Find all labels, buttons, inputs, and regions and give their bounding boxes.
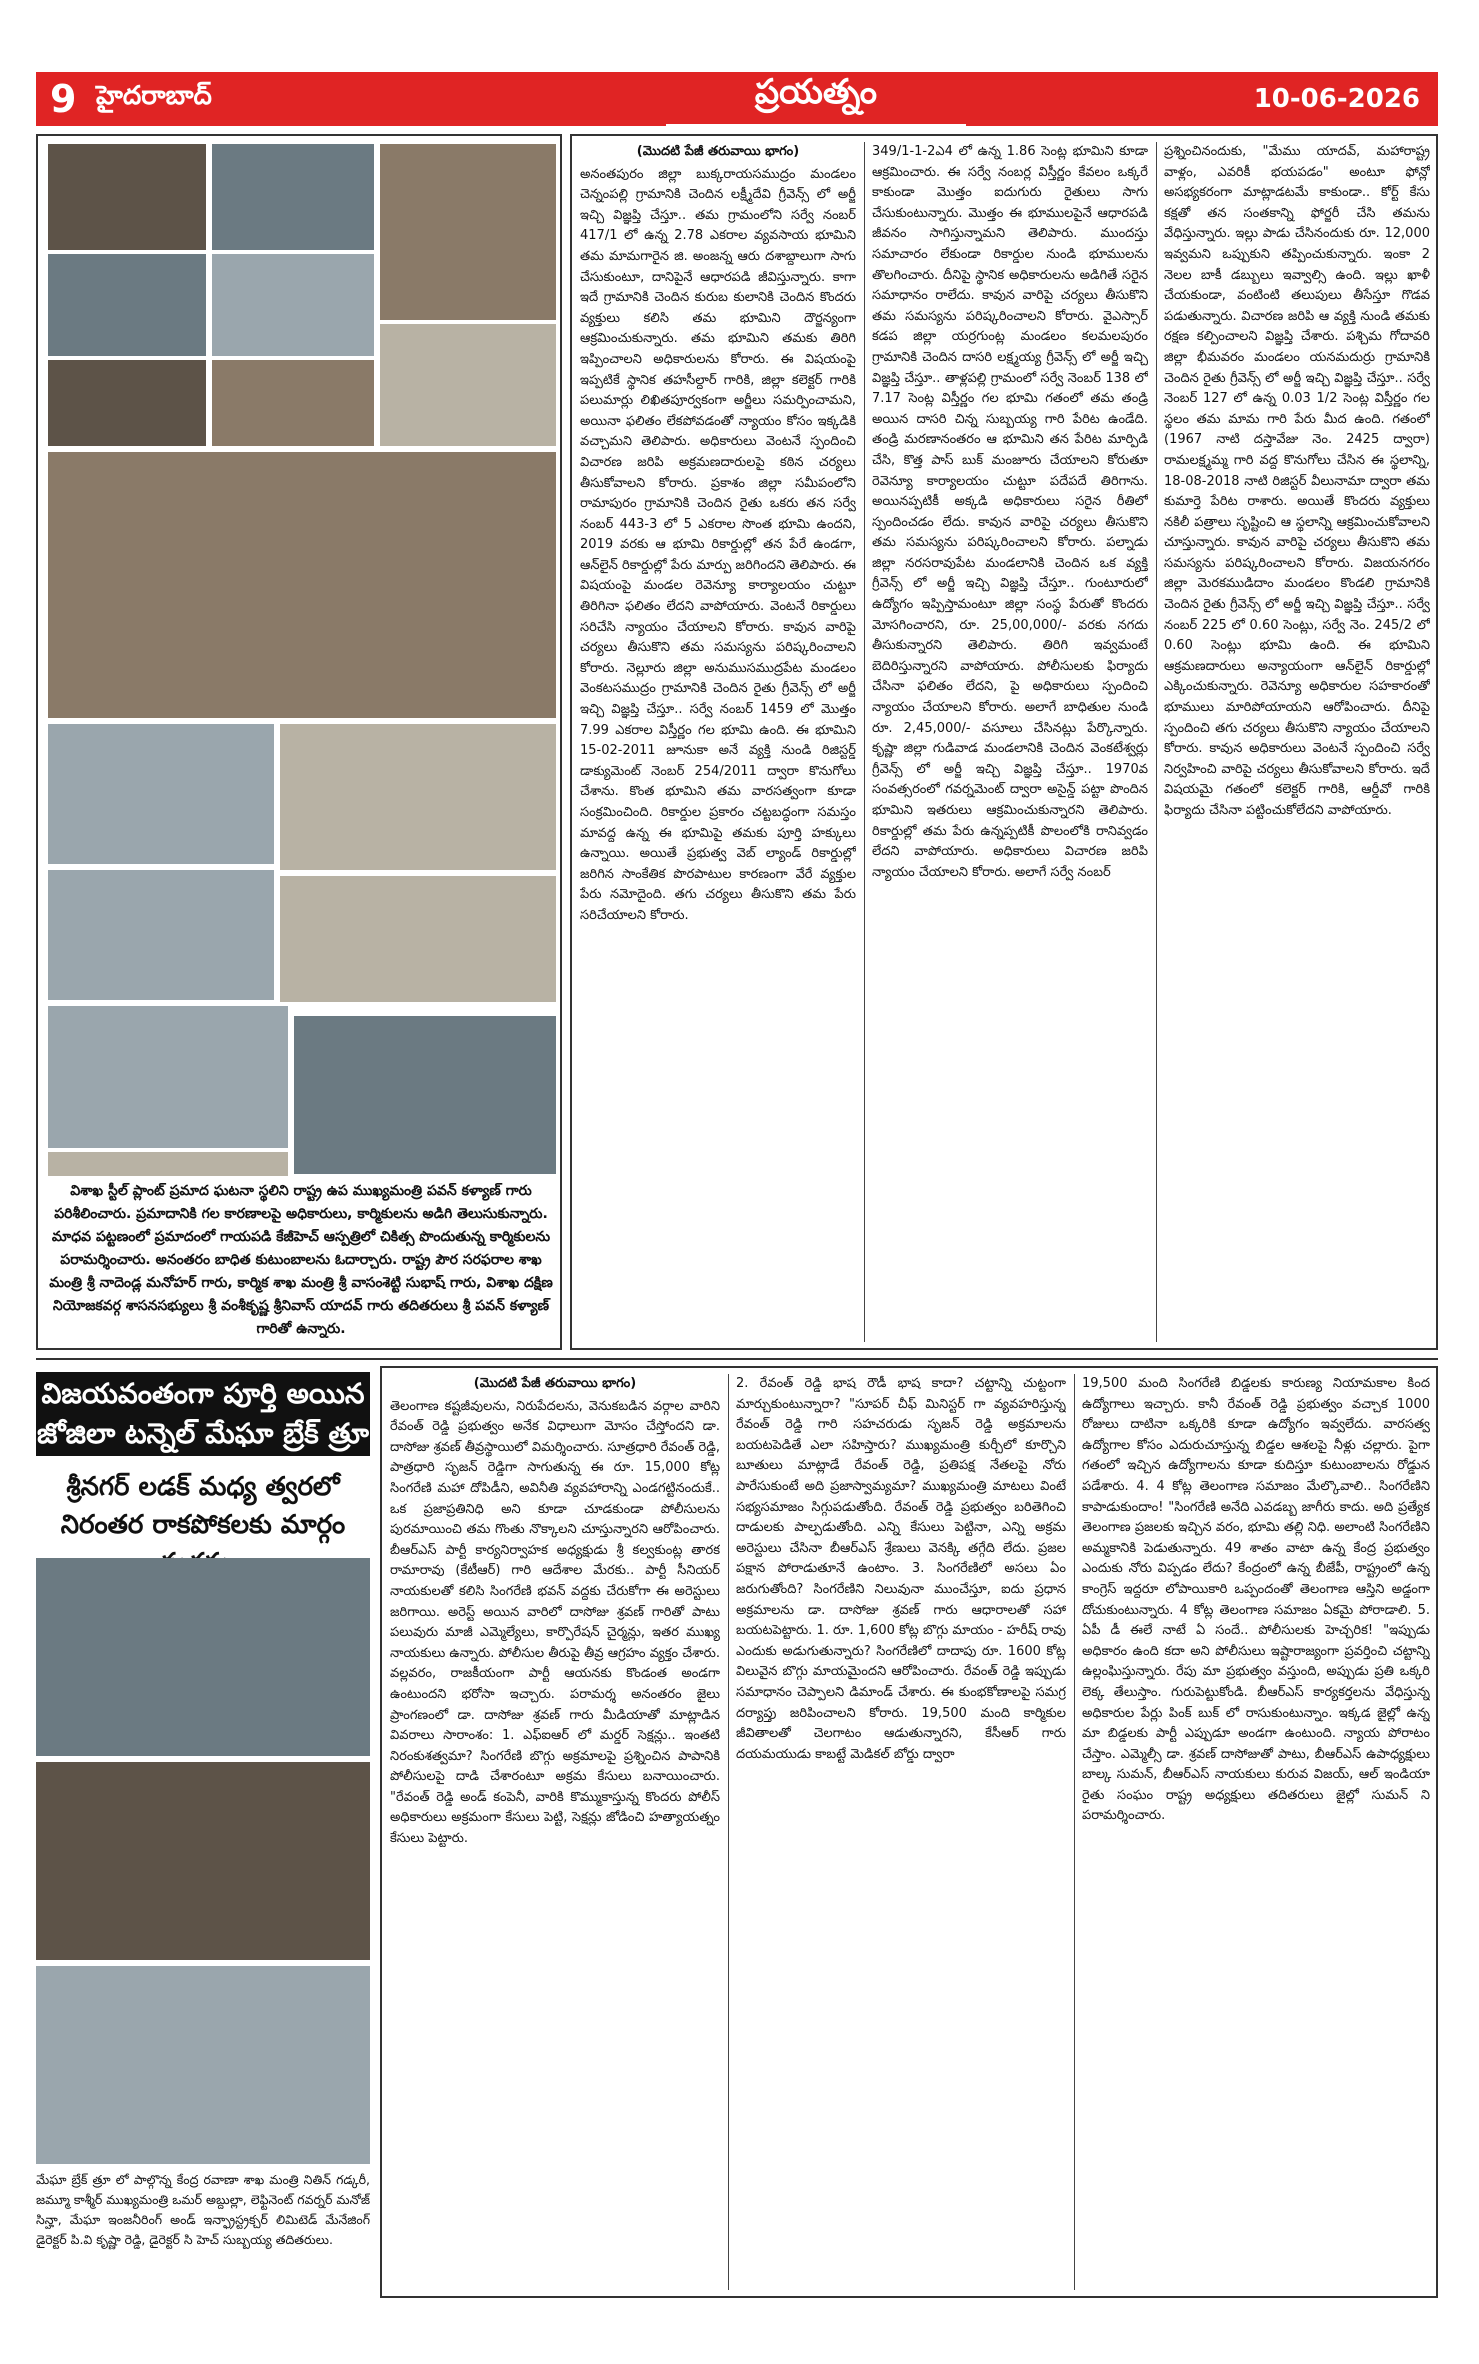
photo-site-inspection-3: [48, 254, 206, 356]
issue-date: 10-06-2026: [1253, 84, 1420, 114]
column-divider: [864, 142, 865, 1342]
photo-site-inspection-6: [212, 360, 374, 446]
photo-site-inspection-4: [212, 254, 374, 356]
grievance-story-text-3: ప్రశ్నించినందుకు, "మేము యాదవ్, మహారాష్ట్ర వాళ్లం, ఎవరికీ భయపడం" అంటూ ఫోన్లో అసభ్యకరంగా మాట్లాడటమే కాకుండా.. కోర్ట్ కేసు కక్షతో తన సంతకాన్ని ఫోర్జరీ చేసి తమను వేధిస్తున్నారు. ఇల్లు పాడు చేసినందుకు రూ. 12,000 ఇవ్వమని ఒప్పుకుని తప్పించుకున్నారు. ఇంకా 2 నెలల బాకీ డబ్బులు ఇవ్వాల్సి ఉంది. ఇల్లు ఖాళీ చేయకుండా, వంటింటి తలుపులు తీసేస్తూ గొడవ పడుతున్నారు. విచారణ జరిపి ఆ వ్యక్తి నుండి తమకు రక్షణ కల్పించాలని విజ్ఞప్తి చేశారు. పశ్చిమ గోదావరి జిల్లా భీమవరం మండలం యనమదుర్రు గ్రామానికి చెందిన రైతు గ్రీవెన్స్ లో అర్జీ ఇచ్చి విజ్ఞప్తి చేస్తూ.. సర్వే నెంబర్ 127 లో ఉన్న 0.03 1/2 సెంట్ల విస్తీర్ణం గల స్థలం తమ మామ గారి పేరు మీద ఉంది. గతంలో (1967 నాటి దస్తావేజు నెం. 2425 ద్వారా) రామలక్ష్మమ్మ గారి వద్ద కొనుగోలు చేసిన ఈ స్థలాన్ని, 18-08-2018 నాటి రిజిస్టర్ వీలునామా ద్వారా తమ కుమార్తె పేరిట రాశారు. అయితే కొందరు వ్యక్తులు నకిలీ పత్రాలు సృష్టించి ఆ స్థలాన్ని ఆక్రమించుకోవాలని చూస్తున్నారు. కావున వారిపై చర్యలు తీసుకొని తమ సమస్యను పరిష్కరించాలని కోరారు. విజయనగరం జిల్లా మెరకముడిదాం మండలం కొండలి గ్రామానికి చెందిన రైతు గ్రీవెన్స్ లో అర్జీ ఇచ్చి విజ్ఞప్తి చేస్తూ.. సర్వే నంబర్ 225 లో 0.60 సెంట్లు, సర్వే నెం. 245/2 లో 0.60 సెంట్లు భూమి ఉంది. ఈ భూమిని ఆక్రమణదారులు అన్యాయంగా ఆన్‌లైన్ రికార్డుల్లో ఎక్కించుకున్నారు. రెవెన్యూ అధికారుల సహకారంతో భూములు మారిపోయాయని ఆరోపించారు. దీనిపై స్పందించి తగు చర్యలు తీసుకొని న్యాయం చేయాలని కోరారు. కావున అధికారులు వెంటనే స్పందించి సర్వే నిర్వహించి వారిపై చర్యలు తీసుకోవాలని కోరారు. ఇదే విషయమై గతంలో కలెక్టర్ గారికి, ఆర్డీవో గారికి ఫిర్యాదు చేసినా పట్టించుకోలేదని వాపోయారు.: [1164, 144, 1430, 818]
singareni-story-col-2: [736, 1374, 1066, 2290]
photo-tunnel-breakthrough-2: [36, 1762, 370, 1960]
photo-hospital-visit-7: [48, 1152, 288, 1176]
photo-tunnel-breakthrough-1: [36, 1558, 370, 1756]
singareni-story-text-1: తెలంగాణ కష్టజీవులను, నిరుపేదలను, వెనుకబడిన వర్గాల వారిని రేవంత్ రెడ్డి ప్రభుత్వం అనేక విధాలుగా మోసం చేస్తోందని డా. దాసోజు శ్రవణ్ తీవ్రస్థాయిలో విమర్శించారు. సూత్రధారి రేవంత్ రెడ్డి, పాత్రధారి సృజన్ రెడ్డిగా సాగుతున్న ఈ రూ. 15,000 కోట్ల సింగరేణి మహా దోపిడీని, అవినీతి వ్యవహారాన్ని ఎండగట్టినందుకే.. ఒక ప్రజాప్రతినిధి అని కూడా చూడకుండా పోలీసులను పురమాయించి తమ గొంతు నొక్కాలని చూస్తున్నారని ఆరోపించారు. బీఆర్ఎస్ పార్టీ కార్యనిర్వాహక అధ్యక్షుడు శ్రీ కల్వకుంట్ల తారక రామారావు (కేటీఆర్) గారి ఆదేశాల మేరకు.. పార్టీ సీనియర్ నాయకులతో కలిసి సింగరేణి భవన్ వద్దకు చేరుకోగా ఈ అరెస్టులు జరిగాయి. అరెస్ట్ అయిన వారిలో దాసోజు శ్రవణ్ గారితో పాటు పలువురు మాజీ ఎమ్మెల్యేలు, కార్పొరేషన్ చైర్మన్లు, ఇతర ముఖ్య నాయకులు ఉన్నారు. పోలీసుల తీరుపై తీవ్ర ఆగ్రహం వ్యక్తం చేశారు. వల్లవరం, రాజకీయంగా పార్టీ ఆయనకు కొండంత అండగా ఉంటుందని భరోసా ఇచ్చారు. పరామర్శ అనంతరం జైలు ప్రాంగణంలో డా. దాసోజు శ్రవణ్ గారు మీడియాతో మాట్లాడిన వివరాలు సారాంశం: 1. ఎఫ్ఐఆర్ లో మర్డర్ సెక్షన్లు.. ఇంతటి నిరంకుశత్వమా? సింగరేణి బొగ్గు అక్రమాలపై ప్రశ్నించిన పాపానికి పోలీసులపై దాడి చేశారంటూ అక్రమ కేసులు బనాయించారు. "రేవంత్ రెడ్డి అండ్ కంపెనీ, వారికి కొమ్ముకాస్తున్న కొందరు పోలీస్ అధికారులు అక్రమంగా కేసులు పెట్టి, సెక్షన్లు జోడించి హత్యాయత్నం కేసులు పెట్టారు.: [390, 1398, 720, 1847]
photo-hospital-visit-1: [48, 724, 274, 864]
photo-site-inspection-1: [48, 144, 206, 250]
photo-media-briefing: [48, 452, 556, 718]
column-divider: [1074, 1374, 1075, 2290]
grievance-story-col-2: [872, 142, 1148, 1342]
continued-label: (మొదటి పేజీ తరువాయి భాగం): [636, 144, 800, 159]
photo-tunnel-breakthrough-3: [36, 1966, 370, 2164]
photo-hospital-visit-6: [294, 1016, 556, 1174]
page-header: [36, 72, 1438, 126]
photo-site-inspection-2: [212, 144, 374, 250]
newspaper-brand: ప్రయత్నం: [666, 72, 966, 127]
photo-site-inspection-7: [380, 324, 556, 446]
photo-collage-caption: విశాఖ స్టీల్ ప్లాంట్ ప్రమాద ఘటనా స్థలిని రాష్ట్ర ఉప ముఖ్యమంత్రి పవన్ కళ్యాణ్ గారు పరిశీలించారు. ప్రమాదానికి గల కారణాలపై అధికారులు, కార్మికులను అడిగి తెలుసుకున్నారు. మాధవ పట్టణంలో ప్రమాదంలో గాయపడి కేజీహెచ్ ఆస్పత్రిలో చికిత్స పొందుతున్న కార్మికులను పరామర్శించారు. అనంతరం బాధిత కుటుంబాలను ఓదార్చారు. రాష్ట్ర పౌర సరఫరాల శాఖ మంత్రి శ్రీ నాదెండ్ల మనోహర్ గారు, కార్మిక శాఖ మంత్రి శ్రీ వాసంశెట్టి సుభాష్ గారు, విశాఖ దక్షిణ నియోజకవర్గ శాసనసభ్యులు శ్రీ వంశీకృష్ణ శ్రీనివాస్ యాదవ్ గారు తదితరులు శ్రీ పవన్ కళ్యాణ్ గారితో ఉన్నారు.: [49, 1183, 553, 1337]
photo-hospital-visit-4: [280, 876, 556, 1002]
section-divider: [36, 1358, 1438, 1360]
grievance-story-col-3: [1164, 142, 1430, 1342]
grievance-story-col-1: [580, 142, 856, 1342]
singareni-story-text-3: 19,500 మంది సింగరేణి బిడ్డలకు కారుణ్య నియామకాల కింద ఉద్యోగాలు ఇచ్చారు. కానీ రేవంత్ రెడ్డి ప్రభుత్వం వచ్చాక 1000 రోజులు దాటినా ఒక్కరికి కూడా ఉద్యోగం ఇవ్వలేదు. వారసత్వ ఉద్యోగాల కోసం ఎదురుచూస్తున్న బిడ్డల ఆశలపై నీళ్లు చల్లారు. పైగా గతంలో ఇచ్చిన ఉద్యోగాలను కూడా కుదిస్తూ కుటుంబాలను రోడ్డున పడేశారు. 4. 4 కోట్ల తెలంగాణ సమాజం మేల్కొవాలి.. సింగరేణిని కాపాడుకుందాం! "సింగరేణి అనేది ఎవడబ్బ జాగీరు కాదు. అది ప్రత్యేక తెలంగాణ ప్రజలకు ఇచ్చిన వరం, భూమి తల్లి నిధి. అలాంటి సింగరేణిని అమ్మకానికి పెడుతున్నారు. 49 శాతం వాటా ఉన్న కేంద్ర ప్రభుత్వం ఎందుకు నోరు విప్పడం లేదు? కేంద్రంలో ఉన్న బీజేపీ, రాష్ట్రంలో ఉన్న కాంగ్రెస్ ఇద్దరూ లోపాయికారి ఒప్పందంతో తెలంగాణ ఆస్తిని అడ్డంగా దోచుకుంటున్నారు. 4 కోట్ల తెలంగాణ సమాజం ఏకమై పోరాడాలి. 5. ఏపీ డీ ఈలే నాటే ఏ సందే.. పోలీసులకు హెచ్చరిక! "ఇప్పుడు అధికారం ఉంది కదా అని పోలీసులు ఇష్టారాజ్యంగా ప్రవర్తించి చట్టాన్ని ఉల్లంఘిస్తున్నారు. రేపు మా ప్రభుత్వం వస్తుంది, అప్పుడు ప్రతి ఒక్కరి లెక్క తేలుస్తాం. గురుపెట్టుకోండి. బీఆర్ఎస్ కార్యకర్తలను వేధిస్తున్న అధికారుల పేర్లు పింక్ బుక్ లో రాసుకుంటున్నాం. ఇక్కడ జైల్లో ఉన్న మా బిడ్డలకు పార్టీ ఎప్పుడూ అండగా ఉంటుంది. న్యాయ పోరాటం చేస్తాం. ఎమ్మెల్సీ డా. శ్రవణ్ దాసోజుతో పాటు, బీఆర్ఎస్ ఉపాధ్యక్షులు బాల్క సుమన్, బీఆర్ఎస్ నాయకులు కురువ విజయ్, ఆల్ ఇండియా రైతు సంఘం రాష్ట్ర అధ్యక్షులు తదితరులు జైల్లో సుమన్ ని పరామర్శించారు.: [1082, 1376, 1430, 1824]
grievance-story-text-2: 349/1-1-2ఎ4 లో ఉన్న 1.86 సెంట్ల భూమిని కూడా ఆక్రమించారు. ఈ సర్వే నంబర్ల విస్తీర్ణం కేవలం ఒక్కరే కాకుండా మొత్తం ఐదుగురు రైతులు సాగు చేసుకుంటున్నారు. మొత్తం ఈ భూములపైనే ఆధారపడి జీవనం సాగిస్తున్నామని తెలిపారు. ముందస్తు సమాచారం లేకుండా రికార్డుల నుండి భూములను తొలగించారు. దీనిపై స్థానిక అధికారులను అడిగితే సరైన సమాధానం రాలేదు. కావున వారిపై చర్యలు తీసుకొని తమ సమస్యను పరిష్కరించాలని కోరారు. వైఎస్సార్ కడప జిల్లా యర్రగుంట్ల మండలం కలమలపురం గ్రామానికి చెందిన దాసరి లక్ష్మయ్య గ్రీవెన్స్ లో అర్జీ ఇచ్చి విజ్ఞప్తి చేస్తూ.. తాళ్లపల్లి గ్రామంలో సర్వే నెంబర్ 138 లో 7.17 సెంట్ల విస్తీర్ణం గల భూమి గతంలో తమ తండ్రి అయిన దాసరి చిన్న సుబ్బయ్య గారి పేరిట ఉండేది. తండ్రి మరణానంతరం ఆ భూమిని తన పేరిట మార్పిడి చేసి, కొత్త పాస్ బుక్ మంజూరు చేయాలని కోరుతూ రెవెన్యూ కార్యాలయం చుట్టూ పదేపదే తిరిగాను. అయినప్పటికీ అక్కడి అధికారులు సరైన రీతిలో స్పందించడం లేదు. కావున వారిపై చర్యలు తీసుకొని తమ సమస్యను పరిష్కరించాలని కోరారు. పల్నాడు జిల్లా నరసరావుపేట మండలానికి చెందిన ఒక వ్యక్తి గ్రీవెన్స్ లో అర్జీ ఇచ్చి విజ్ఞప్తి చేస్తూ.. గుంటూరులో ఉద్యోగం ఇప్పిస్తామంటూ జిల్లా సంస్థ పేరుతో కొందరు మోసగించారని, రూ. 25,00,000/- వరకు నగదు తీసుకున్నారని తెలిపారు. తిరిగి ఇవ్వమంటే బెదిరిస్తున్నారని వాపోయారు. పోలీసులకు ఫిర్యాదు చేసినా ఫలితం లేదని, పై అధికారులు స్పందించి న్యాయం చేయాలని కోరారు. అలాగే బాధితుల నుండి రూ. 2,45,000/- వసూలు చేసినట్లు పేర్కొన్నారు. కృష్ణా జిల్లా గుడివాడ మండలానికి చెందిన వెంకటేశ్వర్లు గ్రీవెన్స్ లో అర్జీ ఇచ్చి విజ్ఞప్తి చేస్తూ.. 1970వ సంవత్సరంలో గవర్నమెంట్ ద్వారా అసైన్డ్ పట్టా పొందిన భూమిని ఇతరులు ఆక్రమించుకున్నారని తెలిపారు. రికార్డుల్లో తమ పేరు ఉన్నప్పటికీ పొలంలోకి రానివ్వడం లేదని వాపోయారు. అధికారులు విచారణ జరిపి న్యాయం చేయాలని కోరారు. అలాగే సర్వే నంబర్: [872, 144, 1148, 880]
page-number: 9: [50, 77, 77, 121]
photo-hospital-visit-5: [48, 1006, 288, 1148]
tunnel-subheadline: శ్రీనగర్ లడక్ మధ్య త్వరలో నిరంతర రాకపోకలకు మార్గం: [60, 1472, 346, 1540]
continued-label: (మొదటి పేజీ తరువాయి భాగం): [473, 1376, 637, 1391]
singareni-story-text-2: 2. రేవంత్ రెడ్డి భాష రౌడీ భాష కాదా? చట్టాన్ని చుట్టంగా మార్చుకుంటున్నారా? "సూపర్ చీఫ్ మినిస్టర్ గా వ్యవహరిస్తున్న రేవంత్ రెడ్డి గారి సహచరుడు సృజన్ రెడ్డి అక్రమాలను బయటపెడితే ఎలా సహిస్తారు? ముఖ్యమంత్రి కుర్చీలో కూర్చొని బూతులు మాట్లాడే రేవంత్ రెడ్డి, ప్రతిపక్ష నేతలపై నోరు పారేసుకుంటే అది ప్రజాస్వామ్యమా? ముఖ్యమంత్రి మాటలు వింటే సభ్యసమాజం సిగ్గుపడుతోంది. రేవంత్ రెడ్డి ప్రభుత్వం బరితెగించి దాడులకు పాల్పడుతోంది. ఎన్ని కేసులు పెట్టినా, ఎన్ని అక్రమ అరెస్టులు చేసినా బీఆర్ఎస్ శ్రేణులు వెనక్కి తగ్గేది లేదు. ప్రజల పక్షాన పోరాడుతూనే ఉంటాం. 3. సింగరేణిలో అసలు ఏం జరుగుతోంది? సింగరేణిని నిలువునా ముంచేస్తూ, ఐదు ప్రధాన అక్రమాలను డా. దాసోజు శ్రవణ్ గారు ఆధారాలతో సహా బయటపెట్టారు. 1. రూ. 1,600 కోట్ల బొగ్గు మాయం - హరీష్ రావు ఎందుకు అడుగుతున్నారు? సింగరేణిలో దాదాపు రూ. 1600 కోట్ల విలువైన బొగ్గు మాయమైందని ఆరోపించారు. రేవంత్ రెడ్డి ఇప్పుడు సమాధానం చెప్పాలని డిమాండ్ చేశారు. ఈ కుంభకోణాలపై సమగ్ర దర్యాప్తు జరిపించాలని కోరారు. 19,500 మంది కార్మికుల జీవితాలతో చెలగాటం ఆడుతున్నారని, కేసీఆర్ గారు దయమయుడు కాబట్టే మెడికల్ బోర్డు ద్వారా: [736, 1376, 1066, 1762]
singareni-story-col-1: [390, 1374, 720, 2290]
column-divider: [728, 1374, 729, 2290]
section-title: హైదరాబాద్: [96, 81, 212, 111]
tunnel-headline: విజయవంతంగా పూర్తి అయిన జోజిలా టన్నెల్ మేఘా బ్రేక్ త్రూ: [36, 1372, 370, 1456]
tunnel-photo-caption: మేఘా బ్రేక్ త్రూ లో పాల్గొన్న కేంద్ర రవాణా శాఖ మంత్రి నితిన్ గడ్కరీ, జమ్మూ కాశ్మీర్ ముఖ్యమంత్రి ఒమర్ అబ్దుల్లా, లెఫ్టినెంట్ గవర్నర్ మనోజ్ సిన్హా, మేఘా ఇంజనీరింగ్ అండ్ ఇన్ఫ్రాస్ట్రక్చర్ లిమిటెడ్ మేనేజింగ్ డైరెక్టర్ పి.వి కృష్ణా రెడ్డి, డైరెక్టర్ సి హెచ్ సుబ్బయ్య తదితరులు.: [36, 2172, 370, 2247]
singareni-story-col-3: [1082, 1374, 1430, 2290]
photo-hospital-visit-3: [48, 870, 274, 1000]
grievance-story-text-1: అనంతపురం జిల్లా బుక్కరాయసముద్రం మండలం చెన్నంపల్లి గ్రామానికి చెందిన లక్ష్మీదేవి గ్రీవెన్స్ లో అర్జీ ఇచ్చి విజ్ఞప్తి చేస్తూ.. తమ గ్రామంలోని సర్వే నంబర్ 417/1 లో ఉన్న 2.78 ఎకరాల వ్యవసాయ భూమిని తమ మామగారైన జి. అంజన్న ఆరు దశాబ్దాలుగా సాగు చేసుకుంటూ, దానిపైనే ఆధారపడి జీవిస్తున్నారు. కాగా ఇదే గ్రామానికి చెందిన కురుబ కులానికి చెందిన కొందరు వ్యక్తులు కలిసి తమ భూమిని దౌర్జన్యంగా ఆక్రమించుకున్నారు. తమ భూమిని తమకు తిరిగి ఇప్పించాలని అధికారులను కోరారు. ఈ విషయంపై ఇప్పటికే స్థానిక తహసీల్దార్ గారికి, జిల్లా కలెక్టర్ గారికి పలుమార్లు లిఖితపూర్వకంగా అర్జీలు సమర్పించామని, అయినా ఫలితం లేకపోవడంతో న్యాయం కోసం ఇక్కడికి వచ్చామని తెలిపారు. అధికారులు వెంటనే స్పందించి విచారణ జరిపి అక్రమణదారులపై కఠిన చర్యలు తీసుకోవాలని కోరారు. ప్రకాశం జిల్లా సమీపంలోని రామాపురం గ్రామానికి చెందిన రైతు ఒకరు తన సర్వే నంబర్ 443-3 లో 5 ఎకరాల సొంత భూమి ఉందని, 2019 వరకు ఆ భూమి రికార్డుల్లో తన పేరే ఉండగా, ఆన్‌లైన్ రికార్డుల్లో పేరు మార్పు జరిగిందని తెలిపారు. ఈ విషయంపై మండల రెవెన్యూ కార్యాలయం చుట్టూ తిరిగినా ఫలితం లేదని వాపోయారు. వెంటనే రికార్డులు సరిచేసి న్యాయం చేయాలని కోరారు. కావున వారిపై చర్యలు తీసుకొని తమ సమస్యను పరిష్కరించాలని కోరారు. నెల్లూరు జిల్లా అనుముసముద్రపేట మండలం వెంకటసముద్రం గ్రామానికి చెందిన రైతు గ్రీవెన్స్ లో అర్జీ ఇచ్చి విజ్ఞప్తి చేస్తూ.. సర్వే నంబర్ 1459 లో మొత్తం 7.99 ఎకరాల విస్తీర్ణం గల భూమి ఉంది. ఈ భూమిని 15-02-2011 జూనుకా అనే వ్యక్తి నుండి రిజిస్టర్డ్ డాక్యుమెంట్ నెంబర్ 254/2011 ద్వారా కొనుగోలు చేశాను. కొంత భూమిని తమ వారసత్వంగా కూడా సంక్రమించింది. రికార్డుల ప్రకారం చట్టబద్ధంగా సమస్తం మావద్ద ఉన్న ఈ భూమిపై తమకు పూర్తి హక్కులు ఉన్నాయి. అయితే ప్రభుత్వ వెబ్ ల్యాండ్ రికార్డుల్లో జరిగిన సాంకేతిక పొరపాటుల కారణంగా వేరే వ్యక్తుల పేరు నమోదైంది. తగు చర్యలు తీసుకొని తమ పేరు సరిచేయాలని కోరారు.: [580, 166, 856, 923]
column-divider: [1156, 142, 1157, 1342]
photo-site-inspection-5: [48, 360, 206, 446]
photo-deputy-cm-speaking: [380, 144, 556, 320]
photo-hospital-visit-2: [280, 724, 556, 870]
photo-collage-box: [36, 134, 562, 1350]
